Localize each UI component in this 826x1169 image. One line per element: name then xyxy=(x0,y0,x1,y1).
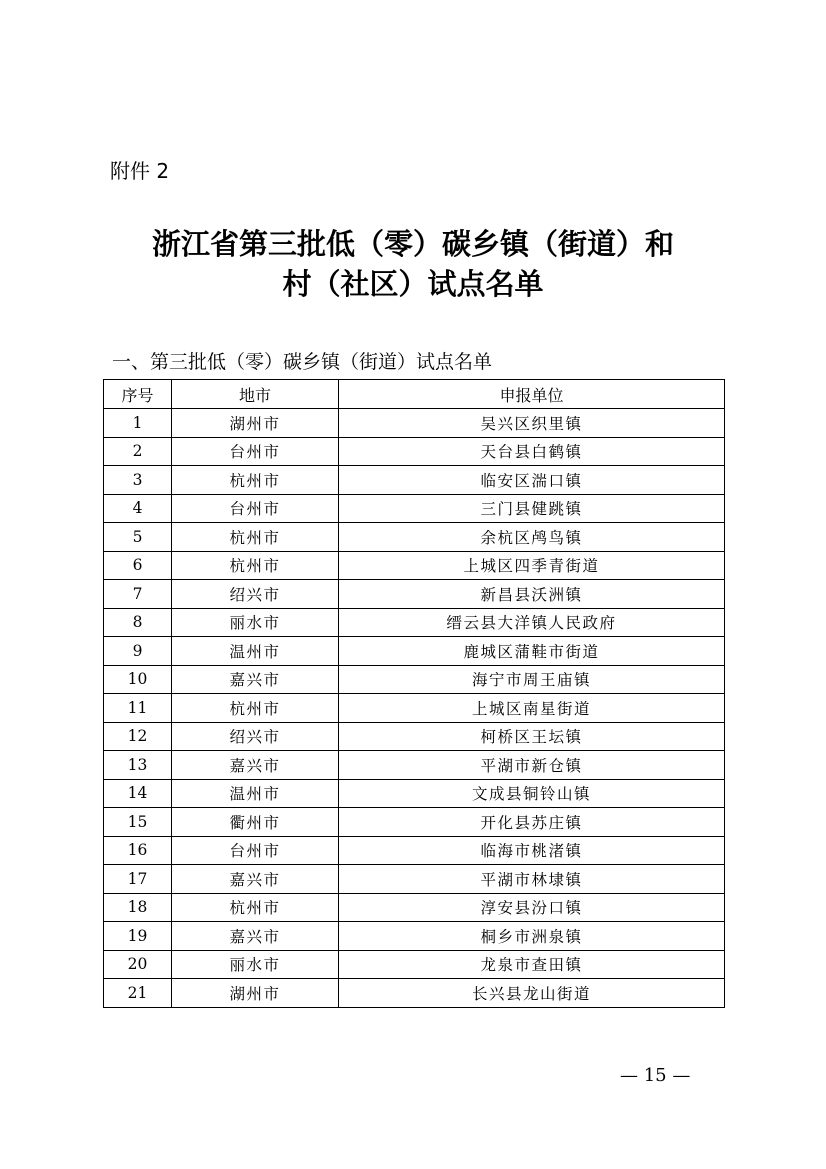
table-row xyxy=(104,523,725,552)
table-row xyxy=(104,608,725,637)
table-row xyxy=(104,466,725,495)
cell-applicant-unit: 文成县铜铃山镇 xyxy=(339,779,725,808)
cell-city: 嘉兴市 xyxy=(172,751,339,780)
cell-city: 丽水市 xyxy=(172,950,339,979)
table-row xyxy=(104,893,725,922)
cell-applicant-unit: 新昌县沃洲镇 xyxy=(339,580,725,609)
cell-serial-number: 7 xyxy=(104,580,172,609)
cell-applicant-unit: 开化县苏庄镇 xyxy=(339,808,725,837)
section-heading: 一、第三批低（零）碳乡镇（街道）试点名单 xyxy=(112,351,493,373)
cell-applicant-unit: 吴兴区织里镇 xyxy=(339,409,725,438)
cell-serial-number: 18 xyxy=(104,893,172,922)
cell-serial-number: 17 xyxy=(104,865,172,894)
cell-city: 湖州市 xyxy=(172,409,339,438)
cell-city: 丽水市 xyxy=(172,608,339,637)
cell-serial-number: 8 xyxy=(104,608,172,637)
table-row xyxy=(104,922,725,951)
table-row xyxy=(104,409,725,438)
table-row xyxy=(104,494,725,523)
cell-applicant-unit: 临安区湍口镇 xyxy=(339,466,725,495)
cell-applicant-unit: 桐乡市洲泉镇 xyxy=(339,922,725,951)
cell-city: 嘉兴市 xyxy=(172,665,339,694)
cell-applicant-unit: 缙云县大洋镇人民政府 xyxy=(339,608,725,637)
table-row xyxy=(104,808,725,837)
cell-city: 温州市 xyxy=(172,637,339,666)
table-row xyxy=(104,580,725,609)
cell-city: 杭州市 xyxy=(172,694,339,723)
cell-serial-number: 3 xyxy=(104,466,172,495)
cell-serial-number: 16 xyxy=(104,836,172,865)
cell-applicant-unit: 临海市桃渚镇 xyxy=(339,836,725,865)
table-row xyxy=(104,694,725,723)
table-row xyxy=(104,950,725,979)
table-row xyxy=(104,665,725,694)
table-row xyxy=(104,865,725,894)
cell-serial-number: 5 xyxy=(104,523,172,552)
cell-city: 杭州市 xyxy=(172,893,339,922)
cell-city: 绍兴市 xyxy=(172,580,339,609)
table-row xyxy=(104,751,725,780)
cell-serial-number: 15 xyxy=(104,808,172,837)
cell-applicant-unit: 柯桥区王坛镇 xyxy=(339,722,725,751)
table-row xyxy=(104,722,725,751)
cell-serial-number: 6 xyxy=(104,551,172,580)
cell-serial-number: 19 xyxy=(104,922,172,951)
table-row xyxy=(104,637,725,666)
cell-city: 台州市 xyxy=(172,836,339,865)
cell-applicant-unit: 平湖市新仓镇 xyxy=(339,751,725,780)
cell-applicant-unit: 平湖市林埭镇 xyxy=(339,865,725,894)
table-row xyxy=(104,979,725,1008)
cell-city: 杭州市 xyxy=(172,523,339,552)
cell-applicant-unit: 长兴县龙山街道 xyxy=(339,979,725,1008)
cell-city: 台州市 xyxy=(172,494,339,523)
cell-city: 台州市 xyxy=(172,437,339,466)
cell-serial-number: 21 xyxy=(104,979,172,1008)
cell-serial-number: 20 xyxy=(104,950,172,979)
cell-serial-number: 1 xyxy=(104,409,172,438)
cell-applicant-unit: 淳安县汾口镇 xyxy=(339,893,725,922)
cell-applicant-unit: 海宁市周王庙镇 xyxy=(339,665,725,694)
cell-serial-number: 9 xyxy=(104,637,172,666)
document-title-line-1: 浙江省第三批低（零）碳乡镇（街道）和 xyxy=(151,227,674,261)
table-body xyxy=(104,409,725,1008)
table-row xyxy=(104,551,725,580)
pilot-list-table xyxy=(103,379,725,1008)
table-row xyxy=(104,836,725,865)
cell-city: 杭州市 xyxy=(172,466,339,495)
cell-city: 衢州市 xyxy=(172,808,339,837)
cell-serial-number: 10 xyxy=(104,665,172,694)
cell-city: 杭州市 xyxy=(172,551,339,580)
table-row xyxy=(104,779,725,808)
cell-serial-number: 12 xyxy=(104,722,172,751)
cell-serial-number: 11 xyxy=(104,694,172,723)
cell-serial-number: 4 xyxy=(104,494,172,523)
cell-applicant-unit: 三门县健跳镇 xyxy=(339,494,725,523)
document-title-line-2: 村（社区）试点名单 xyxy=(282,267,544,301)
header-city: 地市 xyxy=(172,380,339,409)
cell-applicant-unit: 余杭区鸬鸟镇 xyxy=(339,523,725,552)
cell-applicant-unit: 鹿城区蒲鞋市街道 xyxy=(339,637,725,666)
attachment-label: 附件 2 xyxy=(110,159,170,183)
cell-city: 嘉兴市 xyxy=(172,922,339,951)
cell-applicant-unit: 上城区四季青街道 xyxy=(339,551,725,580)
cell-applicant-unit: 天台县白鹤镇 xyxy=(339,437,725,466)
header-serial-number: 序号 xyxy=(104,380,172,409)
cell-serial-number: 13 xyxy=(104,751,172,780)
header-applicant-unit: 申报单位 xyxy=(339,380,725,409)
cell-city: 嘉兴市 xyxy=(172,865,339,894)
cell-city: 湖州市 xyxy=(172,979,339,1008)
cell-city: 绍兴市 xyxy=(172,722,339,751)
table-row xyxy=(104,437,725,466)
table-header-row xyxy=(104,380,725,409)
cell-applicant-unit: 龙泉市查田镇 xyxy=(339,950,725,979)
page-number: — 15 — xyxy=(620,1065,691,1086)
cell-city: 温州市 xyxy=(172,779,339,808)
cell-serial-number: 14 xyxy=(104,779,172,808)
cell-applicant-unit: 上城区南星街道 xyxy=(339,694,725,723)
cell-serial-number: 2 xyxy=(104,437,172,466)
